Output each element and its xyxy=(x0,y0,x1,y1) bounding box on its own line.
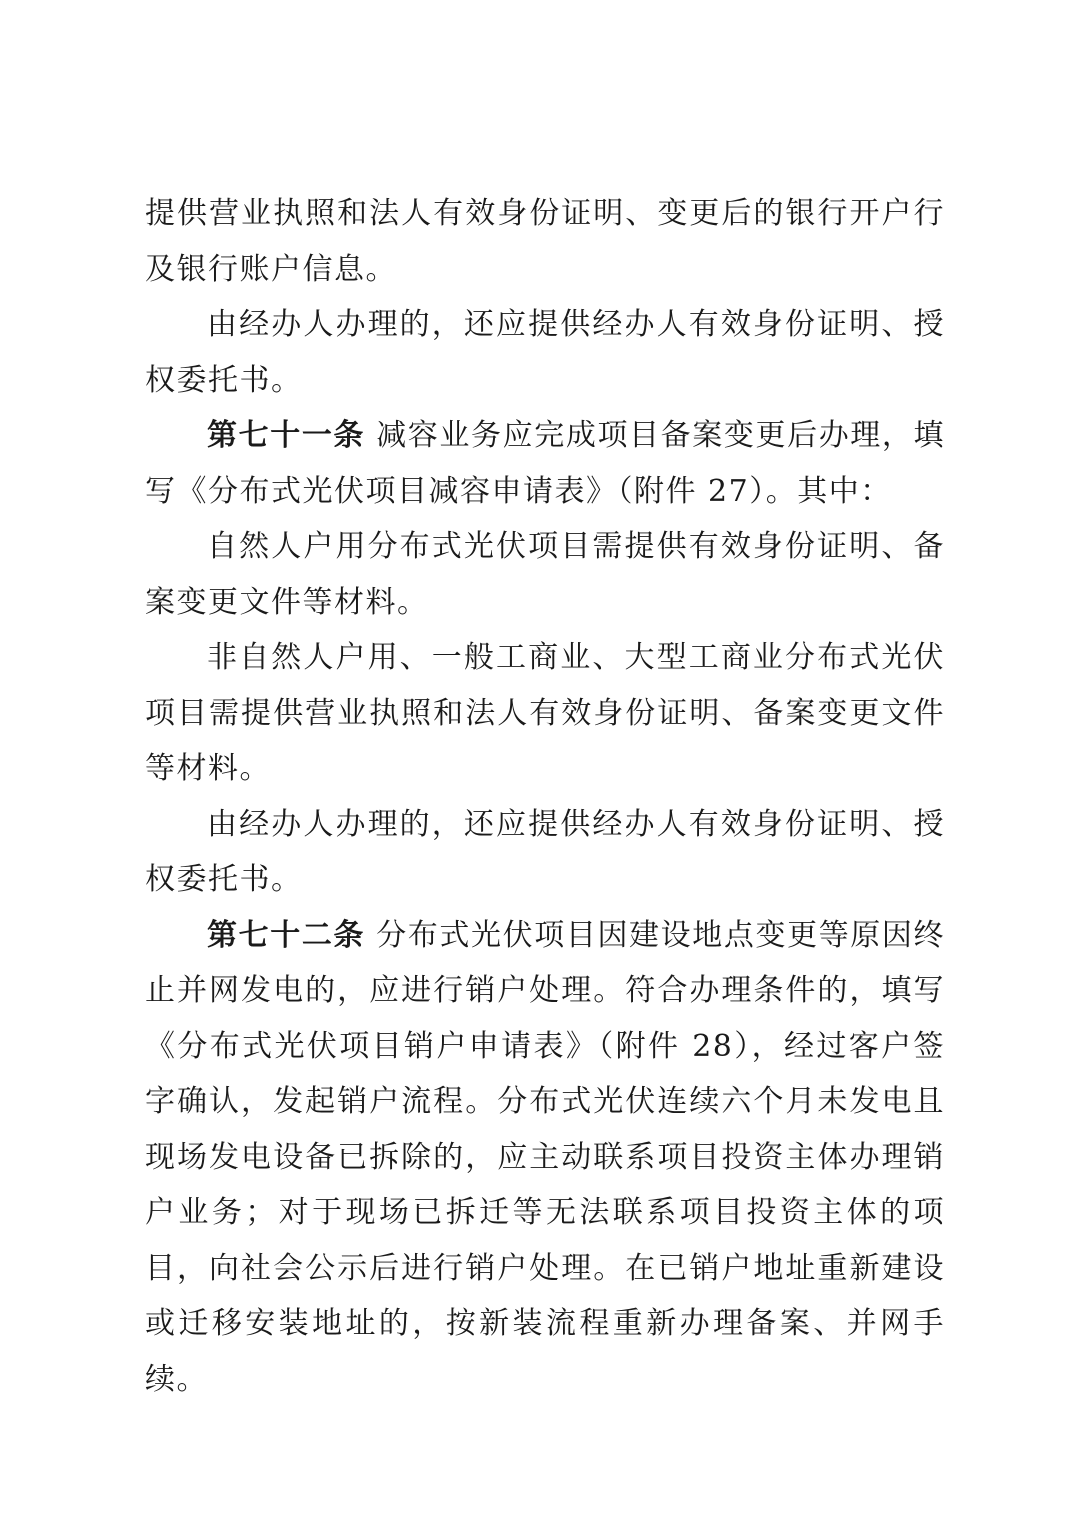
paragraph-text: 自然人户用分布式光伏项目需提供有效身份证明、备案变更文件等材料。 xyxy=(145,529,945,620)
document-body xyxy=(145,186,945,1407)
article-71 xyxy=(145,408,945,519)
paragraph-text: 减容业务应完成项目备案变更后办理，填写《分布式光伏项目减容申请表》（附件 27）。其中： xyxy=(145,418,946,509)
paragraph xyxy=(145,630,945,797)
paragraph-text: 分布式光伏项目因建设地点变更等原因终止并网发电的，应进行销户处理。符合办理条件的，填写《分布式光伏项目销户申请表》（附件 28），经过客户签字确认，发起销户流程。分布式光伏连续六个月未发电且现场发电设备已拆除的，应主动联系项目投资主体办理销户业务；对于现场已拆迁等无法联系项目投资主体的项目，向社会公示后进行销户处理。在已销户地址重新建设或迁移安装地址的，按新装流程重新办理备案、并网手续。 xyxy=(145,917,946,1397)
paragraph xyxy=(145,519,945,630)
article-number: 第七十二条 xyxy=(207,917,366,953)
paragraph-text: 由经办人办理的，还应提供经办人有效身份证明、授权委托书。 xyxy=(145,307,945,398)
article-number: 第七十一条 xyxy=(207,418,366,453)
paragraph xyxy=(145,797,945,908)
article-72 xyxy=(145,908,945,1408)
paragraph-continuation xyxy=(145,186,945,297)
paragraph-text: 提供营业执照和法人有效身份证明、变更后的银行开户行及银行账户信息。 xyxy=(145,196,945,287)
paragraph-text: 非自然人户用、一般工商业、大型工商业分布式光伏项目需提供营业执照和法人有效身份证明、备案变更文件等材料。 xyxy=(145,640,945,786)
paragraph-text: 由经办人办理的，还应提供经办人有效身份证明、授权委托书。 xyxy=(145,806,945,897)
paragraph xyxy=(145,297,945,408)
